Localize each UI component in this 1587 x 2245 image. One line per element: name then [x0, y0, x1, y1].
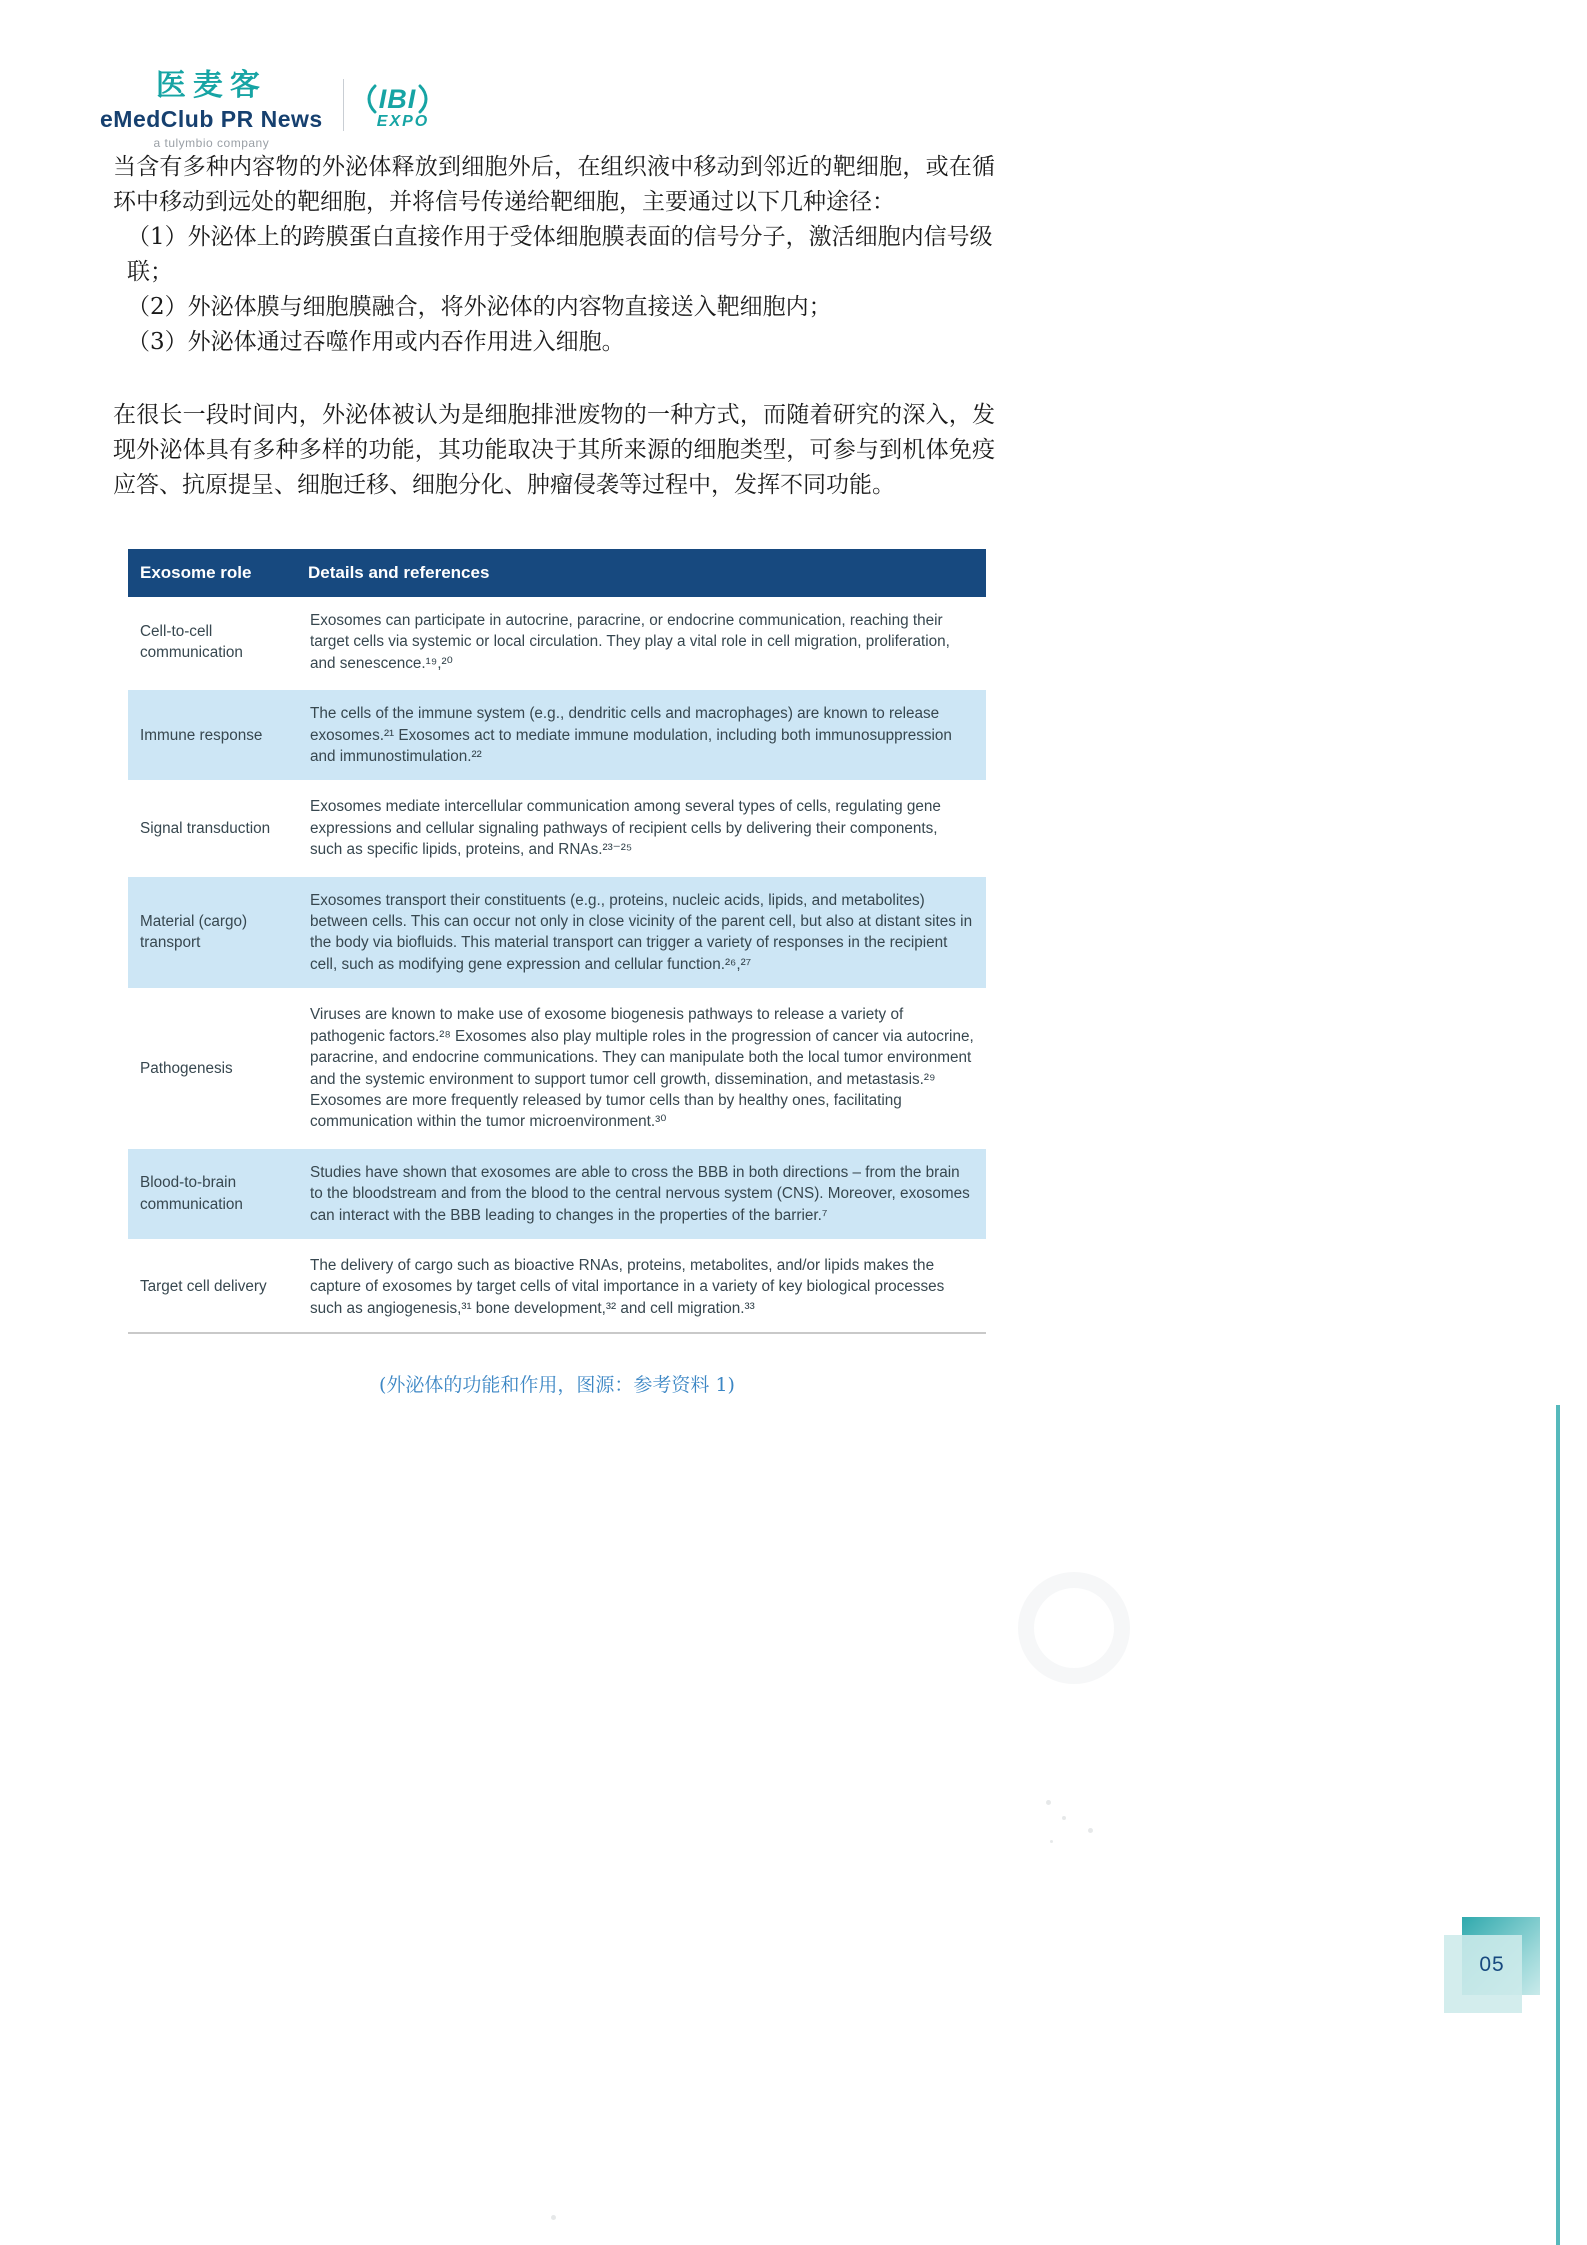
watermark-speck — [1046, 1800, 1051, 1805]
details-cell: Exosomes transport their constituents (e.g., proteins, nucleic acids, lipids, and metabolites) between cells. This can occur not only in close vicinity of the parent cell, but also at distant sites in the body via biofluids. This material transport can trigger a variety of responses in the recipient cell, such as modifying gene expression and cellular function.²⁶,²⁷ — [310, 891, 973, 973]
details-cell: Viruses are known to make use of exosome biogenesis pathways to release a variety of pathogenic factors.²⁸ Exosomes also play multiple roles in the progression of cancer via autocrine, paracrine, and endocrine communications. They can manipulate both the local tumor environment and the systemic environment to support tumor cell growth, dissemination, and metastasis.²⁹ Exosomes are more frequently released by tumor cells than by healthy ones, facilitating communication within the tumor microenvironment.³⁰ — [310, 1006, 974, 1131]
page-number: 05 — [1479, 1953, 1505, 1976]
details-cell: The cells of the immune system (e.g., dendritic cells and macrophages) are known to release exosomes.²¹ Exosomes act to mediate immune modulation, including both immunosuppression and immunostimulation.²² — [310, 705, 952, 766]
table-row — [128, 687, 986, 783]
brand-chinese-name: 医麦客 — [155, 68, 267, 103]
intro-item-3: （3）外泌体通过吞噬作用或内吞作用进入细胞。 — [127, 329, 625, 355]
intro-item-2: （2）外泌体膜与细胞膜融合，将外泌体的内容物直接送入靶细胞内； — [127, 294, 832, 320]
column-header-role: Exosome role — [140, 563, 252, 582]
details-cell: The delivery of cargo such as bioactive RNAs, proteins, metabolites, and/or lipids makes the capture of exosomes by target cells of vital importance in a variety of key biological processes such as angiogenesis,³¹ bone development,³² and cell migration.³³ — [310, 1256, 945, 1317]
watermark-speck — [1050, 1840, 1053, 1843]
expo-swoosh-left-icon — [364, 84, 377, 114]
intro-item-1: （1）外泌体上的跨膜蛋白直接作用于受体细胞膜表面的信号分子，激活细胞内信号级联； — [127, 224, 993, 285]
logo-divider — [343, 79, 344, 131]
watermark-speck — [1088, 1828, 1093, 1833]
role-cell: Signal transduction — [140, 819, 271, 837]
emedclub-logo — [100, 60, 323, 150]
watermark-speck — [551, 2215, 556, 2220]
role-cell: Cell-to-cell communication — [140, 622, 243, 662]
table-row — [128, 597, 986, 687]
functions-paragraph: 在很长一段时间内，外泌体被认为是细胞排泄废物的一种方式，而随着研究的深入，发现外泌体具有多种多样的功能，其功能取决于其所来源的细胞类型，可参与到机体免疫应答、抗原提呈、细胞迁移、细胞分化、肿瘤侵袭等过程中，发挥不同功能。 — [113, 402, 995, 498]
column-header-details: Details and references — [308, 563, 490, 582]
table-row — [128, 1146, 986, 1242]
brand-english-name: eMedClub PR News — [100, 106, 323, 132]
right-edge-accent-line — [1556, 1405, 1560, 2245]
table-row — [128, 1242, 986, 1332]
details-cell: Exosomes mediate intercellular communication among several types of cells, regulating gene expressions and cellular signaling pathways of recipient cells by delivering their components, such as specific lipids, proteins, and RNAs.²³⁻²⁵ — [310, 798, 941, 859]
role-cell: Material (cargo) transport — [140, 913, 248, 952]
page-content — [113, 150, 995, 1397]
watermark-circle — [1018, 1572, 1130, 1684]
masthead — [100, 60, 431, 150]
role-cell: Immune response — [140, 726, 263, 744]
exosome-roles-table — [128, 549, 986, 1334]
ibi-text: IBI — [378, 83, 417, 114]
role-cell: Blood-to-brain communication — [140, 1174, 243, 1213]
watermark-speck — [1062, 1816, 1066, 1820]
table-row — [128, 991, 986, 1145]
ibi-expo-logo — [364, 84, 432, 131]
table-row — [128, 874, 986, 992]
expo-text: EXPO — [376, 112, 430, 130]
table-row — [128, 783, 986, 873]
brand-tagline: a tulymbio company — [153, 136, 270, 150]
expo-swoosh-right-icon — [418, 84, 431, 114]
details-cell: Exosomes can participate in autocrine, paracrine, or endocrine communication, reaching their target cells via systemic or local circulation. They play a vital role in cell migration, proliferation, and senescence.¹⁹,²⁰ — [310, 612, 950, 672]
intro-paragraph: 当含有多种内容物的外泌体释放到细胞外后，在组织液中移动到邻近的靶细胞，或在循环中移动到远处的靶细胞，并将信号传递给靶细胞，主要通过以下几种途径： — [113, 154, 995, 215]
ibi-expo-top — [364, 84, 432, 115]
table-header-row — [128, 549, 986, 597]
role-cell: Target cell delivery — [140, 1278, 267, 1296]
table-caption: (外泌体的功能和作用，图源：参考资料 1) — [379, 1374, 735, 1397]
details-cell: Studies have shown that exosomes are able to cross the BBB in both directions – from the brain to the bloodstream and from the blood to the central nervous system (CNS). Moreover, exosomes can interact with the BBB leading to changes in the properties of the barrier.⁷ — [310, 1163, 970, 1224]
role-cell: Pathogenesis — [140, 1059, 233, 1077]
page-number-badge — [1444, 1917, 1540, 2013]
